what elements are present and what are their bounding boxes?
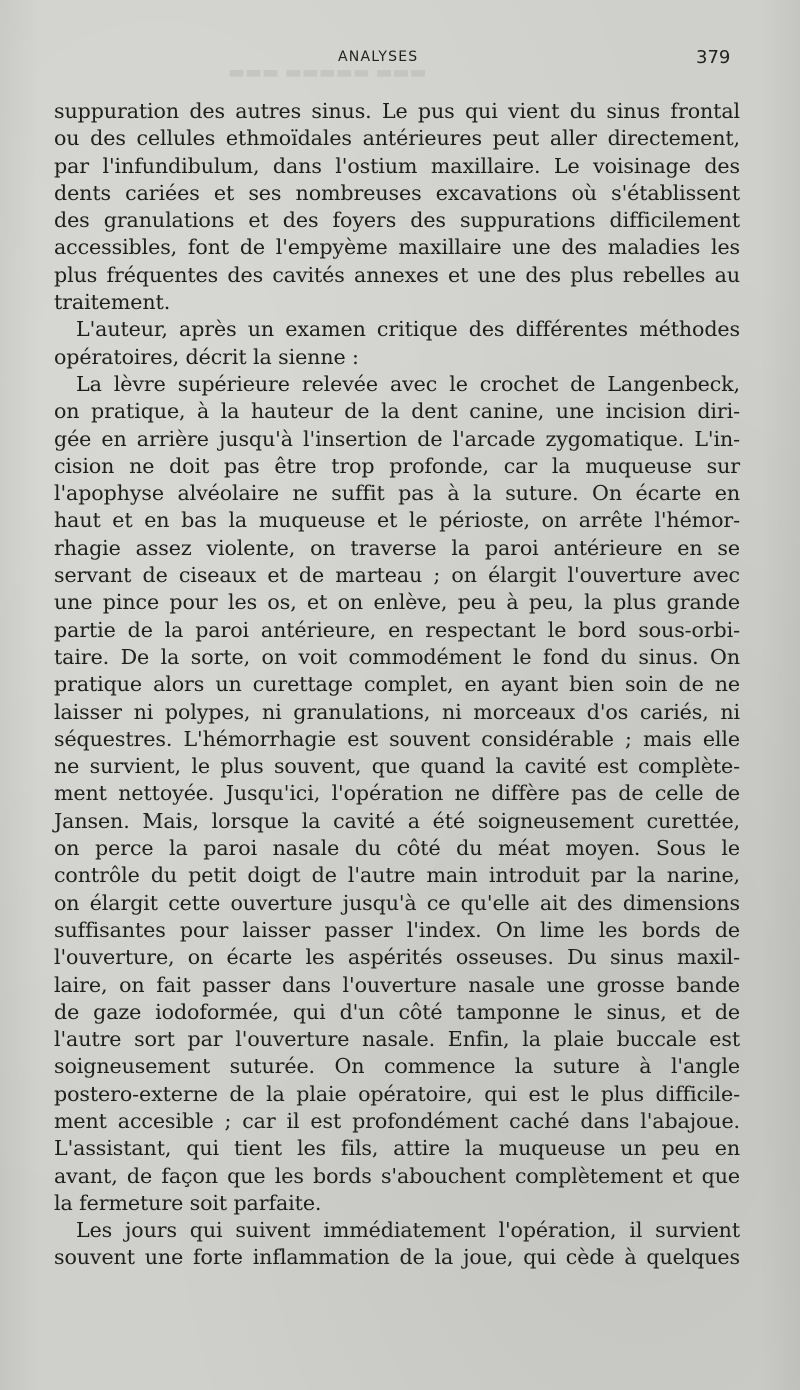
- text-line: ment nettoyée. Jusqu'ici, l'opération ne diffère pas de celle de: [54, 781, 740, 806]
- text-line: on perce la paroi nasale du côté du méat moyen. Sous le: [54, 836, 740, 861]
- text-line: séquestres. L'hémorrhagie est souvent considérable ; mais elle: [54, 726, 740, 751]
- text-line: opératoires, décrit la sienne :: [54, 344, 359, 369]
- body-text: [54, 98, 740, 1272]
- text-line: plus fréquentes des cavités annexes et une des plus rebelles au: [54, 262, 740, 287]
- page-number: 379: [696, 47, 731, 68]
- text-line: cision ne doit pas être trop profonde, car la muqueuse sur: [54, 453, 740, 478]
- text-line: on pratique, à la hauteur de la dent canine, une incision diri-: [54, 399, 740, 424]
- text-line: la fermeture soit parfaite.: [54, 1190, 322, 1215]
- running-head: [0, 49, 800, 69]
- text-line: Les jours qui suivent immédiatement l'opération, il survient: [76, 1218, 740, 1243]
- text-line: par l'infundibulum, dans l'ostium maxillaire. Le voisinage des: [54, 153, 740, 178]
- text-line: l'ouverture, on écarte les aspérités osseuses. Du sinus maxil-: [54, 945, 740, 970]
- text-line: accessibles, font de l'empyème maxillaire une des maladies les: [54, 235, 740, 260]
- text-line: on élargit cette ouverture jusqu'à ce qu'elle ait des dimensions: [54, 890, 740, 915]
- text-line: partie de la paroi antérieure, en respectant le bord sous-orbi-: [54, 617, 740, 642]
- text-line: laisser ni polypes, ni granulations, ni morceaux d'os cariés, ni: [54, 699, 740, 724]
- text-line: ou des cellules ethmoïdales antérieures peut aller directement,: [54, 126, 740, 151]
- text-line: soigneusement suturée. On commence la suture à l'angle: [54, 1054, 740, 1079]
- text-line: de gaze iodoformée, qui d'un côté tamponne le sinus, et de: [54, 999, 740, 1024]
- text-line: pratique alors un curettage complet, en ayant bien soin de ne: [54, 672, 740, 697]
- text-line: laire, on fait passer dans l'ouverture nasale une grosse bande: [54, 972, 740, 997]
- text-line: ne survient, le plus souvent, que quand la cavité est complète-: [54, 754, 740, 779]
- text-line: une pince pour les os, et on enlève, peu à peu, la plus grande: [54, 590, 740, 615]
- text-line: l'autre sort par l'ouverture nasale. Enfin, la plaie buccale est: [54, 1027, 740, 1052]
- text-line: ment accesible ; car il est profondément caché dans l'abajoue.: [54, 1108, 740, 1133]
- text-line: gée en arrière jusqu'à l'insertion de l'arcade zygomatique. L'in-: [54, 426, 740, 451]
- text-line: des granulations et des foyers des suppurations difficilement: [54, 208, 740, 233]
- text-line: postero-externe de la plaie opératoire, qui est le plus difficile-: [54, 1081, 740, 1106]
- text-line: L'auteur, après un examen critique des différentes méthodes: [76, 317, 740, 342]
- text-line: traitement.: [54, 290, 171, 315]
- text-line: servant de ciseaux et de marteau ; on élargit l'ouverture avec: [54, 563, 740, 588]
- text-line: taire. De la sorte, on voit commodément le fond du sinus. On: [54, 644, 740, 669]
- text-line: haut et en bas la muqueuse et le périoste, on arrête l'hémor-: [54, 508, 740, 533]
- text-line: Jansen. Mais, lorsque la cavité a été soigneusement curettée,: [54, 808, 740, 833]
- text-line: contrôle du petit doigt de l'autre main introduit par la narine,: [54, 863, 740, 888]
- text-line: rhagie assez violente, on traverse la paroi antérieure en se: [54, 535, 740, 560]
- text-line: suppuration des autres sinus. Le pus qui vient du sinus frontal: [54, 99, 740, 123]
- text-line: L'assistant, qui tient les fils, attire la muqueuse un peu en: [54, 1136, 740, 1161]
- text-line: avant, de façon que les bords s'abouchent complètement et que: [54, 1163, 740, 1188]
- running-title: ANALYSES: [338, 49, 419, 65]
- text-line: souvent une forte inflammation de la joue, qui cède à quelques: [54, 1245, 740, 1270]
- show-through-texture: ▬▬▬ ▬▬▬▬▬ ▬▬▬: [228, 62, 427, 83]
- text-line: l'apophyse alvéolaire ne suffit pas à la suture. On écarte en: [54, 481, 740, 506]
- text-line: suffisantes pour laisser passer l'index. On lime les bords de: [54, 917, 740, 942]
- text-line: dents cariées et ses nombreuses excavations où s'établissent: [54, 180, 740, 205]
- text-line: La lèvre supérieure relevée avec le crochet de Langenbeck,: [76, 371, 740, 396]
